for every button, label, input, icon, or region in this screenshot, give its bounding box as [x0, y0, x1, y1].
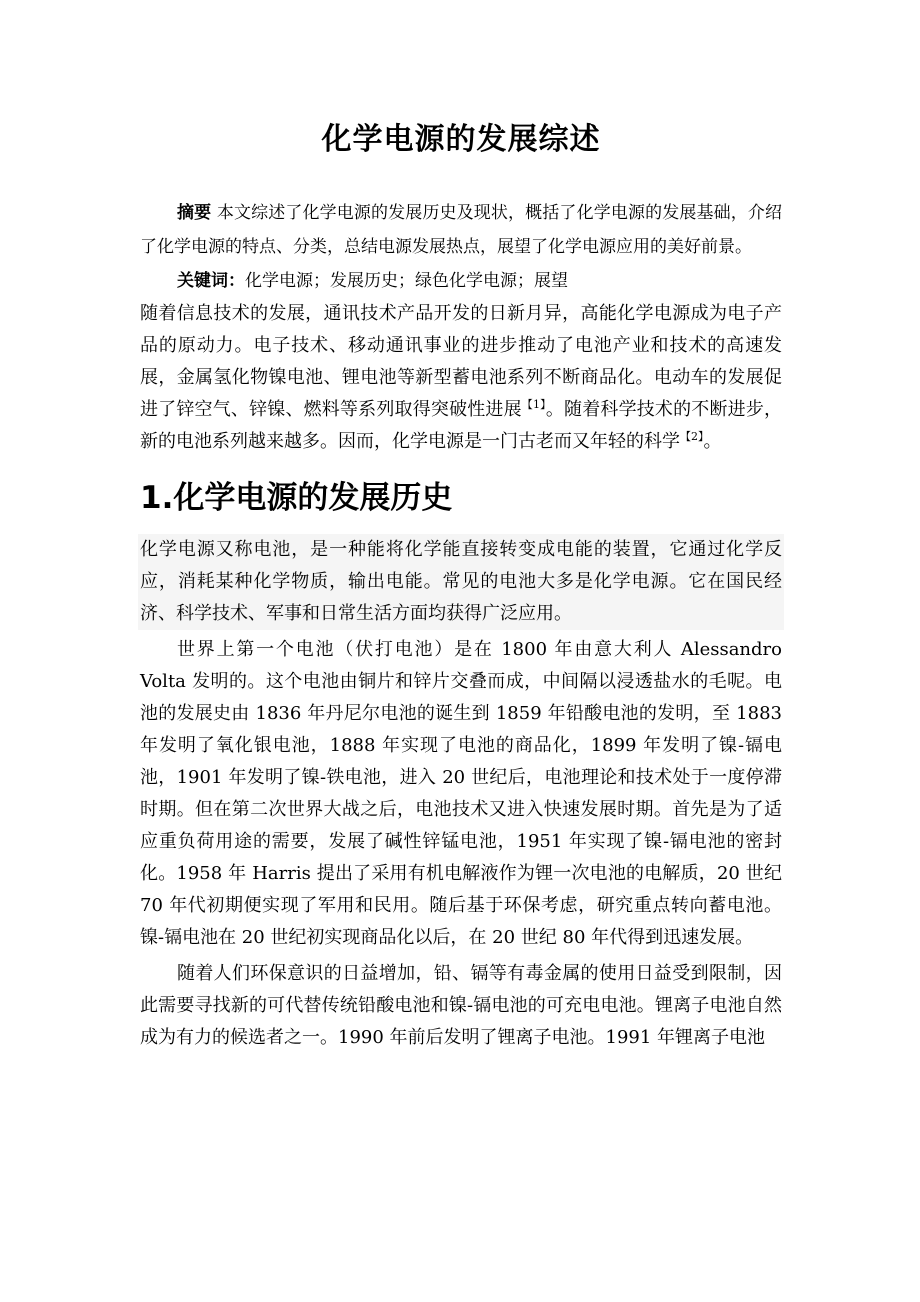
abstract-label: 摘要: [177, 203, 212, 223]
intro-text-1: 随着信息技术的发展，通讯技术产品开发的日新月异，高能化学电源成为电子产品的原动力。电子技术、移动通讯事业的进步推动了电池产业和技术的高速发展，金属氢化物镍电池、锂电池等新型蓄电池系列不断商品化。电动车的发展促进了锌空气、锌镍、燃料等系列取得突破性进展: [140, 303, 782, 420]
keywords-label: 关键词：: [177, 271, 245, 291]
document-body: [140, 110, 782, 1054]
section-paragraph-lithium: 随着人们环保意识的日益增加，铅、镉等有毒金属的使用日益受到限制，因此需要寻找新的可代替传统铅酸电池和镍-镉电池的可充电电池。锂离子电池自然成为有力的候选者之一。1990 年前后发明了锂离子电池。1991 年锂离子电池: [140, 963, 782, 1048]
intro-text-3: 。: [703, 431, 722, 452]
intro-paragraph: [140, 298, 782, 458]
keywords-paragraph: [140, 264, 782, 298]
section-heading: 1.化学电源的发展历史: [140, 480, 453, 516]
citation-2: 【2】: [680, 430, 704, 443]
section-paragraph-history: 世界上第一个电池（伏打电池）是在 1800 年由意大利人 Alessandro Volta 发明的。这个电池由铜片和锌片交叠而成，中间隔以浸透盐水的毛呢。电池的发展史由 1836 年丹尼尔电池的诞生到 1859 年铅酸电池的发明，至 1883 年发明了氧化银电池，1888 年实现了电池的商品化，1899 年发明了镍-镉电池，1901 年发明了镍-铁电池，进入 20 世纪后，电池理论和技术处于一度停滞时期。但在第二次世界大战之后，电池技术又进入快速发展时期。首先是为了适应重负荷用途的需要，发展了碱性锌锰电池，1951 年实现了镍-镉电池的密封化。1958 年 Harris 提出了采用有机电解液作为锂一次电池的电解质，20 世纪 70 年代初期便实现了军用和民用。随后基于环保考虑，研究重点转向蓄电池。镍-镉电池在 20 世纪初实现商品化以后，在 20 世纪 80 年代得到迅速发展。: [140, 639, 782, 948]
intro-text-2: 。随着科学技术的不断进步，新的电池系列越来越多。因而，化学电源是一门古老而又年轻的科学: [140, 399, 783, 452]
keywords-text: 化学电源；发展历史；绿色化学电源；展望: [245, 271, 568, 291]
citation-1: 【1】: [521, 398, 546, 411]
page-title: 化学电源的发展综述: [321, 122, 601, 157]
section-paragraph-definition: 化学电源又称电池，是一种能将化学能直接转变成电能的装置，它通过化学反应，消耗某种化学物质，输出电能。常见的电池大多是化学电源。它在国民经济、科学技术、军事和日常生活方面均获得广泛应用。: [138, 534, 784, 630]
abstract-paragraph: [140, 196, 782, 264]
abstract-text: 本文综述了化学电源的发展历史及现状，概括了化学电源的发展基础，介绍了化学电源的特点、分类，总结电源发展热点，展望了化学电源应用的美好前景。: [140, 203, 783, 257]
